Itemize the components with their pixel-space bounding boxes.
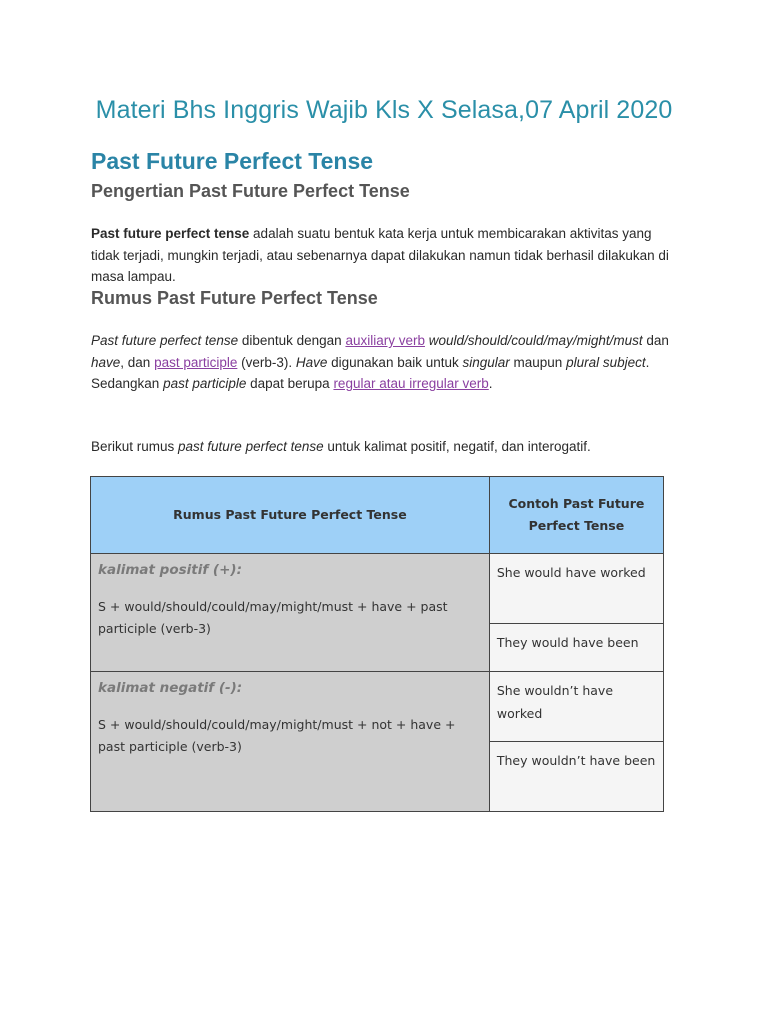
example-cell: She wouldn’t have worked bbox=[489, 672, 663, 742]
example-cell: She would have worked bbox=[489, 554, 663, 624]
intro-text-2: past future perfect tense bbox=[178, 439, 324, 454]
formula-text-1: Past future perfect tense bbox=[91, 333, 239, 348]
formula-subheading: Rumus Past Future Perfect Tense bbox=[91, 288, 378, 308]
formula-text-6: have bbox=[91, 354, 121, 370]
past-participle-link[interactable]: past participle bbox=[154, 354, 238, 370]
formula-text-14: . Sedangkan bbox=[91, 354, 650, 391]
formula-cell-positive bbox=[91, 554, 490, 672]
formula-text-15: past participle bbox=[163, 376, 247, 391]
formula-text: S + would/should/could/may/might/must + have + past participle (verb-3) bbox=[98, 599, 448, 636]
formula-text-10: digunakan baik untuk bbox=[327, 354, 463, 370]
formula-text-17: . bbox=[488, 376, 493, 391]
sentence-kind-label: kalimat negatif (-): bbox=[98, 680, 243, 696]
table-header-formula: Rumus Past Future Perfect Tense bbox=[91, 477, 490, 554]
auxiliary-verb-link[interactable]: auxiliary verb bbox=[345, 333, 425, 348]
definition-subheading: Pengertian Past Future Perfect Tense bbox=[91, 181, 410, 201]
definition-term: Past future perfect tense bbox=[91, 226, 250, 241]
intro-text-1: Berikut rumus bbox=[91, 439, 179, 454]
table-header-row bbox=[91, 477, 664, 554]
formula-text-9: Have bbox=[295, 354, 328, 370]
example-cell: They wouldn’t have been bbox=[489, 742, 663, 812]
intro-text-3: untuk kalimat positif, negatif, dan interogatif. bbox=[323, 439, 591, 454]
formula-text-11: singular bbox=[462, 354, 510, 370]
page-heading: Past Future Perfect Tense bbox=[91, 148, 374, 174]
formula-text-7: , dan bbox=[120, 354, 155, 370]
definition-paragraph bbox=[91, 223, 681, 288]
formula-text-16: dapat berupa bbox=[246, 376, 334, 391]
formula-text-8: (verb-3). bbox=[237, 354, 296, 370]
regular-irregular-verb-link[interactable]: regular atau irregular verb bbox=[333, 376, 489, 391]
table-row bbox=[91, 554, 664, 624]
formula-text-4: would/should/could/may/might/must bbox=[428, 333, 643, 348]
formula-paragraph bbox=[91, 330, 681, 395]
formula-text: S + would/should/could/may/might/must + not + have + past participle (verb-3) bbox=[98, 717, 456, 754]
definition-text: adalah suatu bentuk kata kerja untuk membicarakan aktivitas yang tidak terjadi, mungkin terjadi, atau sebenarnya dapat dilakukan namun tidak berhasil dilakukan di masa lampau. bbox=[91, 226, 669, 284]
intro-paragraph bbox=[91, 436, 681, 458]
document-title: Materi Bhs Inggris Wajib Kls X Selasa,07 April 2020 bbox=[95, 96, 673, 124]
sentence-kind-label: kalimat positif (+): bbox=[98, 562, 242, 578]
formula-table bbox=[90, 476, 664, 812]
formula-text-12: maupun bbox=[509, 354, 567, 370]
formula-text-2: dibentuk dengan bbox=[238, 333, 346, 348]
example-cell: They would have been bbox=[489, 624, 663, 672]
formula-cell-negative bbox=[91, 672, 490, 812]
formula-text-5: dan bbox=[642, 333, 669, 348]
table-header-example: Contoh Past Future Perfect Tense bbox=[489, 477, 663, 554]
formula-text-13: plural subject bbox=[566, 354, 646, 370]
table-row bbox=[91, 672, 664, 742]
